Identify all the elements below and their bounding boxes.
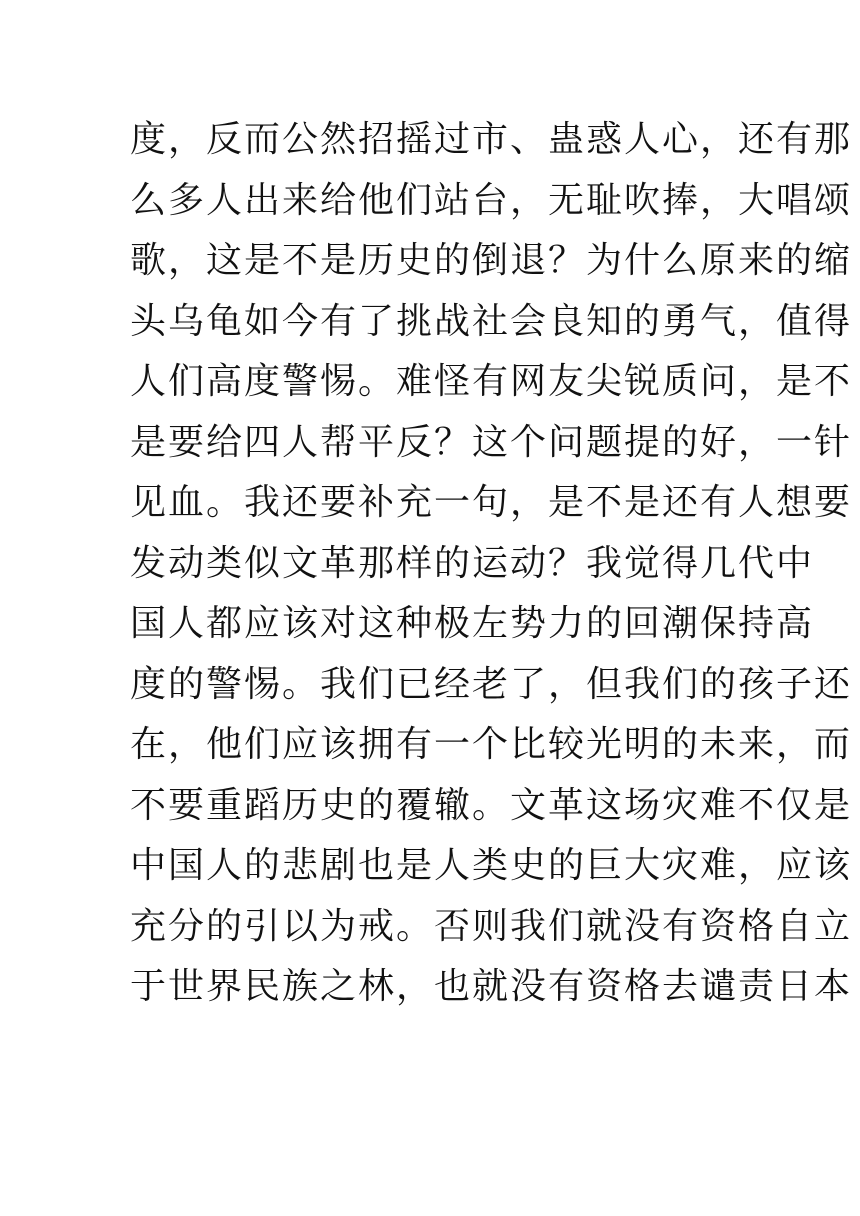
text-line: 在，他们应该拥有一个比较光明的未来，而 [130,724,853,765]
text-line: 发动类似文革那样的运动？我觉得几代中 [130,542,815,584]
text-line: 见血。我还要补充一句，是不是还有人想要 [130,482,853,523]
text-line: 度的警惕。我们已经老了，但我们的孩子还 [130,663,853,705]
text-line: 不要重蹈历史的覆辙。文革这场灾难不仅是 [130,784,853,826]
body-text [130,110,853,1018]
text-line: 充分的引以为戒。否则我们就没有资格自立 [130,905,853,947]
text-line: 歌，这是不是历史的倒退？为什么原来的缩 [130,240,853,281]
text-line: 头乌龟如今有了挑战社会良知的勇气，值得 [130,300,853,342]
text-line: 么多人出来给他们站台，无耻吹捧，大唱颂 [130,179,853,221]
text-line: 人们高度警惕。难怪有网友尖锐质问，是不 [130,361,853,402]
text-line: 国人都应该对这种极左势力的回潮保持高 [130,603,815,644]
text-line: 度，反而公然招摇过市、蛊惑人心，还有那 [130,119,853,160]
text-line: 于世界民族之林，也就没有资格去谴责日本 [130,966,853,1007]
text-line: 中国人的悲剧也是人类史的巨大灾难，应该 [130,845,853,886]
text-line: 是要给四人帮平反？这个问题提的好，一针 [130,421,853,463]
